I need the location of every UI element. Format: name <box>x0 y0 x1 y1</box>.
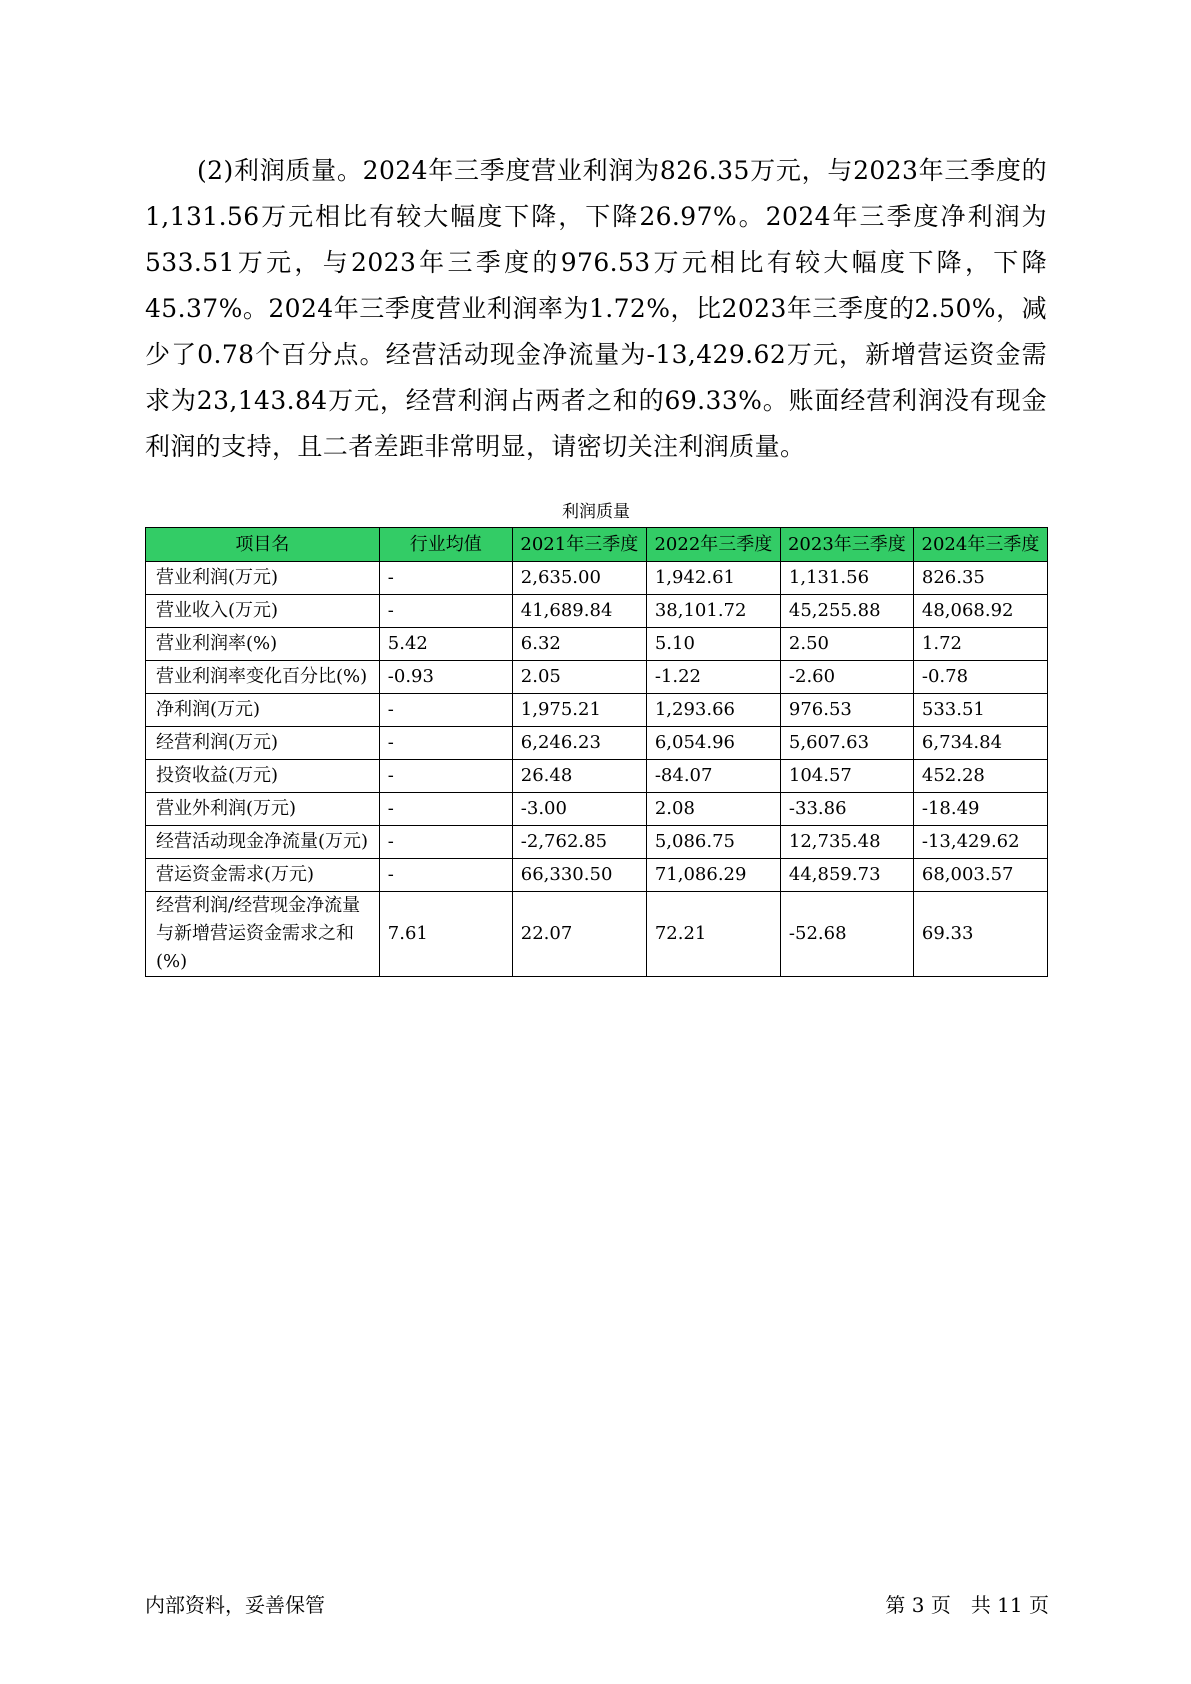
row-label: 净利润(万元) <box>146 694 380 727</box>
column-header: 行业均值 <box>379 528 512 562</box>
footer-confidential: 内部资料，妥善保管 <box>145 1593 325 1617</box>
row-label: 投资收益(万元) <box>146 760 380 793</box>
table-cell: 1.72 <box>913 628 1047 661</box>
table-cell: - <box>379 793 512 826</box>
row-label: 营业利润率(%) <box>146 628 380 661</box>
table-cell: -33.86 <box>780 793 913 826</box>
table-cell: 12,735.48 <box>780 826 913 859</box>
table-cell: 6.32 <box>512 628 646 661</box>
table-cell: 26.48 <box>512 760 646 793</box>
table-row <box>146 595 1048 628</box>
row-label: 营业利润(万元) <box>146 562 380 595</box>
table-cell: 976.53 <box>780 694 913 727</box>
table-cell: -3.00 <box>512 793 646 826</box>
table-cell: 48,068.92 <box>913 595 1047 628</box>
table-cell: 1,975.21 <box>512 694 646 727</box>
table-cell: 41,689.84 <box>512 595 646 628</box>
row-label: 营业外利润(万元) <box>146 793 380 826</box>
table-cell: 38,101.72 <box>646 595 780 628</box>
table-row <box>146 628 1048 661</box>
table-cell: 533.51 <box>913 694 1047 727</box>
row-label: 营业收入(万元) <box>146 595 380 628</box>
column-header: 2024年三季度 <box>913 528 1047 562</box>
table-cell: 71,086.29 <box>646 859 780 892</box>
table-cell: 6,246.23 <box>512 727 646 760</box>
table-cell: - <box>379 595 512 628</box>
table-cell: - <box>379 859 512 892</box>
table-cell: - <box>379 760 512 793</box>
table-cell: 452.28 <box>913 760 1047 793</box>
table-cell: 5.42 <box>379 628 512 661</box>
table-row <box>146 826 1048 859</box>
table-cell: 6,734.84 <box>913 727 1047 760</box>
footer-page-number: 第 3 页 共 11 页 <box>885 1593 1049 1617</box>
table-cell: 1,293.66 <box>646 694 780 727</box>
table-cell: 2.50 <box>780 628 913 661</box>
table-cell: 826.35 <box>913 562 1047 595</box>
table-cell: -1.22 <box>646 661 780 694</box>
table-cell: 1,131.56 <box>780 562 913 595</box>
table-cell: 5.10 <box>646 628 780 661</box>
table-row <box>146 760 1048 793</box>
table-body <box>146 562 1048 977</box>
table-caption: 利润质量 <box>562 502 630 522</box>
table-cell: - <box>379 826 512 859</box>
table-cell: -84.07 <box>646 760 780 793</box>
table-cell: -52.68 <box>780 892 913 977</box>
table-cell: -2,762.85 <box>512 826 646 859</box>
table-row <box>146 727 1048 760</box>
column-header: 项目名 <box>146 528 380 562</box>
table-cell: 72.21 <box>646 892 780 977</box>
row-label: 经营活动现金净流量(万元) <box>146 826 380 859</box>
table-cell: 5,607.63 <box>780 727 913 760</box>
table-cell: -2.60 <box>780 661 913 694</box>
column-header: 2022年三季度 <box>646 528 780 562</box>
table-cell: 44,859.73 <box>780 859 913 892</box>
row-label: 营运资金需求(万元) <box>146 859 380 892</box>
table-cell: 6,054.96 <box>646 727 780 760</box>
table-cell: 2,635.00 <box>512 562 646 595</box>
table-cell: 1,942.61 <box>646 562 780 595</box>
column-header: 2023年三季度 <box>780 528 913 562</box>
table-cell: 69.33 <box>913 892 1047 977</box>
table-cell: 22.07 <box>512 892 646 977</box>
table-header-row <box>146 528 1048 562</box>
row-label: 经营利润(万元) <box>146 727 380 760</box>
table-cell: 68,003.57 <box>913 859 1047 892</box>
table-cell: - <box>379 562 512 595</box>
table-cell: - <box>379 694 512 727</box>
table-row <box>146 793 1048 826</box>
table-cell: -18.49 <box>913 793 1047 826</box>
table-cell: - <box>379 727 512 760</box>
table-cell: 7.61 <box>379 892 512 977</box>
table-cell: 66,330.50 <box>512 859 646 892</box>
table-cell: 5,086.75 <box>646 826 780 859</box>
table-cell: -13,429.62 <box>913 826 1047 859</box>
column-header: 2021年三季度 <box>512 528 646 562</box>
profit-quality-table <box>145 527 1048 977</box>
profit-quality-paragraph: (2)利润质量。2024年三季度营业利润为826.35万元，与2023年三季度的1,131.56万元相比有较大幅度下降，下降26.97%。2024年三季度净利润为533.51万元，与2023年三季度的976.53万元相比有较大幅度下降，下降45.37%。2024年三季度营业利润率为1.72%，比2023年三季度的2.50%，减少了0.78个百分点。经营活动现金净流量为-13,429.62万元，新增营运资金需求为23,143.84万元，经营利润占两者之和的69.33%。账面经营利润没有现金利润的支持，且二者差距非常明显，请密切关注利润质量。 <box>145 156 1047 461</box>
row-label: 经营利润/经营现金净流量与新增营运资金需求之和(%) <box>146 892 380 977</box>
table-row <box>146 661 1048 694</box>
table-cell: 2.08 <box>646 793 780 826</box>
table-cell: -0.78 <box>913 661 1047 694</box>
table-cell: 104.57 <box>780 760 913 793</box>
table-row <box>146 694 1048 727</box>
table-cell: -0.93 <box>379 661 512 694</box>
table-row <box>146 562 1048 595</box>
table-cell: 45,255.88 <box>780 595 913 628</box>
table-row <box>146 892 1048 977</box>
table-cell: 2.05 <box>512 661 646 694</box>
table-row <box>146 859 1048 892</box>
row-label: 营业利润率变化百分比(%) <box>146 661 380 694</box>
